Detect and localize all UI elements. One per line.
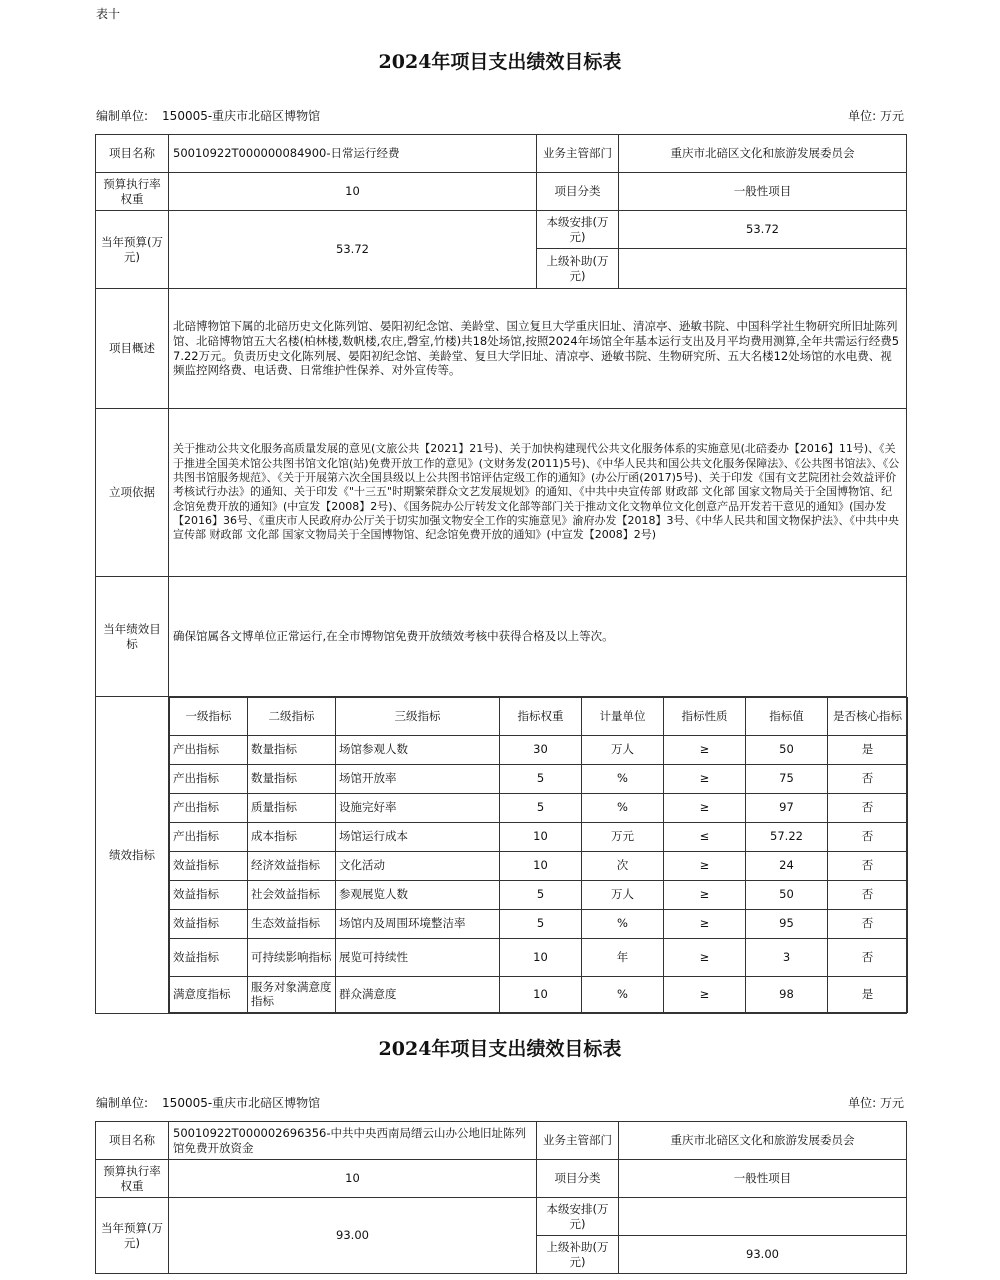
overview-text: 北碚博物馆下属的北碚历史文化陈列馆、晏阳初纪念馆、美龄堂、国立复旦大学重庆旧址、清凉亭、逊敏书院、中国科学社生物研究所旧址陈列馆、北碚博物馆五大名楼(柏林楼,数帆楼,农庄,磬室,竹楼)共18处场馆,按照2024年场馆全年基本运行支出及月平均费用测算,全年共需运行经费57.22万元。负责历史文化陈列展、晏阳初纪念馆、美龄堂、复旦大学旧址、清凉亭、逊敏书院、生物研究所、五大名楼12处场馆的水电费、视频监控网络费、电话费、日常维护性保养、对外宣传等。 — [169, 289, 907, 409]
kpi-row — [170, 736, 908, 765]
kpi-core: 是 — [828, 977, 908, 1013]
kpi-core: 否 — [828, 881, 908, 910]
upper-value — [619, 249, 907, 289]
dept-value: 重庆市北碚区文化和旅游发展委员会 — [619, 135, 907, 173]
kpi-value: 3 — [746, 939, 828, 977]
kpi-row — [170, 765, 908, 794]
kpi-row — [170, 977, 908, 1013]
corner-label: 表十 — [96, 7, 121, 21]
weight-label: 预算执行率权重 — [96, 173, 169, 211]
kpi-weight: 10 — [500, 939, 582, 977]
kpi-unit: % — [582, 977, 664, 1013]
kpi-value: 57.22 — [746, 823, 828, 852]
dept-label-2: 业务主管部门 — [537, 1122, 619, 1160]
basis-label: 立项依据 — [96, 409, 169, 577]
kpi-header: 指标值 — [746, 698, 828, 736]
kpi-core: 否 — [828, 765, 908, 794]
page-title-2: 2024年项目支出绩效目标表 — [378, 1038, 622, 1060]
kpi-weight: 5 — [500, 765, 582, 794]
kpi-unit: % — [582, 910, 664, 939]
kpi-header: 三级指标 — [336, 698, 500, 736]
kpi-level3: 展览可持续性 — [336, 939, 500, 977]
kpi-level1: 满意度指标 — [170, 977, 248, 1013]
kpi-value: 75 — [746, 765, 828, 794]
kpi-unit: 年 — [582, 939, 664, 977]
kpi-level3: 文化活动 — [336, 852, 500, 881]
compiling-unit-2 — [96, 1094, 320, 1111]
budget-value-2: 93.00 — [169, 1198, 537, 1274]
kpi-level2: 生态效益指标 — [248, 910, 336, 939]
kpi-level2: 服务对象满意度指标 — [248, 977, 336, 1013]
currency-unit-2: 单位: 万元 — [848, 1096, 904, 1110]
kpi-level3: 场馆参观人数 — [336, 736, 500, 765]
kpi-value: 50 — [746, 736, 828, 765]
kpi-unit: 万人 — [582, 881, 664, 910]
budget-label-2: 当年预算(万元) — [96, 1198, 169, 1274]
category-label: 项目分类 — [537, 173, 619, 211]
kpi-level1: 效益指标 — [170, 939, 248, 977]
kpi-nature: ≥ — [664, 765, 746, 794]
kpi-level2: 经济效益指标 — [248, 852, 336, 881]
kpi-nature: ≥ — [664, 852, 746, 881]
own-label-2: 本级安排(万元) — [537, 1198, 619, 1236]
category-value: 一般性项目 — [619, 173, 907, 211]
own-value: 53.72 — [619, 211, 907, 249]
kpi-nature: ≥ — [664, 977, 746, 1013]
kpi-level3: 场馆内及周围环境整洁率 — [336, 910, 500, 939]
budget-value: 53.72 — [169, 211, 537, 289]
kpi-header: 一级指标 — [170, 698, 248, 736]
kpi-row — [170, 823, 908, 852]
kpi-level2: 社会效益指标 — [248, 881, 336, 910]
kpi-nature: ≥ — [664, 881, 746, 910]
kpi-weight: 5 — [500, 881, 582, 910]
kpi-label: 绩效指标 — [96, 697, 169, 1014]
kpi-core: 否 — [828, 823, 908, 852]
kpi-weight: 5 — [500, 910, 582, 939]
kpi-level2: 成本指标 — [248, 823, 336, 852]
kpi-header: 是否核心指标 — [828, 698, 908, 736]
compiling-unit-label-2: 编制单位: — [96, 1096, 149, 1110]
kpi-core: 否 — [828, 852, 908, 881]
dept-value-2: 重庆市北碚区文化和旅游发展委员会 — [619, 1122, 907, 1160]
kpi-value: 95 — [746, 910, 828, 939]
kpi-header-row — [170, 698, 908, 736]
kpi-weight: 10 — [500, 977, 582, 1013]
budget-label: 当年预算(万元) — [96, 211, 169, 289]
kpi-core: 是 — [828, 736, 908, 765]
kpi-value: 24 — [746, 852, 828, 881]
kpi-unit: 次 — [582, 852, 664, 881]
kpi-row — [170, 794, 908, 823]
kpi-level3: 群众满意度 — [336, 977, 500, 1013]
kpi-unit: % — [582, 794, 664, 823]
page-title: 2024年项目支出绩效目标表 — [378, 51, 622, 73]
kpi-row — [170, 881, 908, 910]
kpi-unit: % — [582, 765, 664, 794]
currency-unit: 单位: 万元 — [848, 109, 904, 123]
category-value-2: 一般性项目 — [619, 1160, 907, 1198]
compiling-unit-value: 150005-重庆市北碚区博物馆 — [162, 109, 321, 123]
own-label: 本级安排(万元) — [537, 211, 619, 249]
weight-label-2: 预算执行率权重 — [96, 1160, 169, 1198]
upper-value-2: 93.00 — [619, 1236, 907, 1274]
kpi-table — [169, 697, 908, 1013]
kpi-level1: 产出指标 — [170, 823, 248, 852]
kpi-header: 指标性质 — [664, 698, 746, 736]
upper-label-2: 上级补助(万元) — [537, 1236, 619, 1274]
compiling-unit-label: 编制单位: — [96, 109, 149, 123]
kpi-value: 98 — [746, 977, 828, 1013]
kpi-level1: 产出指标 — [170, 794, 248, 823]
kpi-nature: ≥ — [664, 910, 746, 939]
kpi-core: 否 — [828, 794, 908, 823]
kpi-weight: 5 — [500, 794, 582, 823]
kpi-level2: 质量指标 — [248, 794, 336, 823]
category-label-2: 项目分类 — [537, 1160, 619, 1198]
kpi-core: 否 — [828, 939, 908, 977]
kpi-level2: 数量指标 — [248, 765, 336, 794]
kpi-level3: 设施完好率 — [336, 794, 500, 823]
kpi-row — [170, 910, 908, 939]
kpi-header: 二级指标 — [248, 698, 336, 736]
kpi-unit: 万元 — [582, 823, 664, 852]
kpi-level1: 产出指标 — [170, 736, 248, 765]
kpi-level1: 效益指标 — [170, 852, 248, 881]
project-name-label: 项目名称 — [96, 135, 169, 173]
kpi-core: 否 — [828, 910, 908, 939]
goal-text: 确保馆属各文博单位正常运行,在全市博物馆免费开放绩效考核中获得合格及以上等次。 — [169, 577, 907, 697]
kpi-nature: ≥ — [664, 794, 746, 823]
kpi-weight: 10 — [500, 852, 582, 881]
dept-label: 业务主管部门 — [537, 135, 619, 173]
own-value-2 — [619, 1198, 907, 1236]
basis-text: 关于推动公共文化服务高质量发展的意见(文旅公共【2021】21号)、关于加快构建现代公共文化服务体系的实施意见(北碚委办【2016】11号)、《关于推进全国美术馆公共图书馆文化馆(站)免费开放工作的意见》(文财务发(2011)5号)、《中华人民共和国公共文化服务保障法》、《公共图书馆法》、《公共图书馆服务规范》、《关于开展第六次全国县级以上公共图书馆评估定级工作的通知》(办公厅函(2017)5号)、关于印发《国有文艺院团社会效益评价考核试行办法》的通知、关于印发《"十三五"时期繁荣群众文艺发展规划》的通知、《中共中央宣传部 财政部 文化部 国家文物局关于全国博物馆、纪念馆免费开放的通知》(中宣发【2008】2号)、《国务院办公厅转发文化部等部门关于推动文化文物单位文化创意产品开发若干意见的通知》(国办发【2016】36号、《重庆市人民政府办公厅关于切实加强文物安全工作的实施意见》渝府办发【2018】3号、《中华人民共和国文物保护法》、《中共中央宣传部 财政部 文化部 国家文物局关于全国博物馆、纪念馆免费开放的通知》(中宣发【2008】2号) — [169, 409, 907, 577]
kpi-cell — [169, 697, 907, 1014]
kpi-row — [170, 852, 908, 881]
kpi-level3: 参观展览人数 — [336, 881, 500, 910]
kpi-header: 计量单位 — [582, 698, 664, 736]
compiling-unit-value-2: 150005-重庆市北碚区博物馆 — [162, 1096, 321, 1110]
kpi-level1: 效益指标 — [170, 881, 248, 910]
overview-label: 项目概述 — [96, 289, 169, 409]
performance-target-table — [95, 134, 907, 1014]
upper-label: 上级补助(万元) — [537, 249, 619, 289]
kpi-level2: 数量指标 — [248, 736, 336, 765]
weight-value: 10 — [169, 173, 537, 211]
performance-target-table-2 — [95, 1121, 907, 1274]
kpi-level3: 场馆运行成本 — [336, 823, 500, 852]
weight-value-2: 10 — [169, 1160, 537, 1198]
kpi-nature: ≤ — [664, 823, 746, 852]
kpi-unit: 万人 — [582, 736, 664, 765]
kpi-nature: ≥ — [664, 939, 746, 977]
kpi-value: 97 — [746, 794, 828, 823]
kpi-value: 50 — [746, 881, 828, 910]
kpi-row — [170, 939, 908, 977]
compiling-unit — [96, 107, 320, 124]
goal-label: 当年绩效目标 — [96, 577, 169, 697]
kpi-nature: ≥ — [664, 736, 746, 765]
kpi-weight: 30 — [500, 736, 582, 765]
project-name-label-2: 项目名称 — [96, 1122, 169, 1160]
kpi-header: 指标权重 — [500, 698, 582, 736]
kpi-level3: 场馆开放率 — [336, 765, 500, 794]
project-name-value: 50010922T000000084900-日常运行经费 — [169, 135, 537, 173]
kpi-level1: 产出指标 — [170, 765, 248, 794]
project-name-value-2: 50010922T000002696356-中共中央西南局缙云山办公地旧址陈列馆免费开放资金 — [169, 1122, 537, 1160]
kpi-level1: 效益指标 — [170, 910, 248, 939]
kpi-level2: 可持续影响指标 — [248, 939, 336, 977]
kpi-weight: 10 — [500, 823, 582, 852]
